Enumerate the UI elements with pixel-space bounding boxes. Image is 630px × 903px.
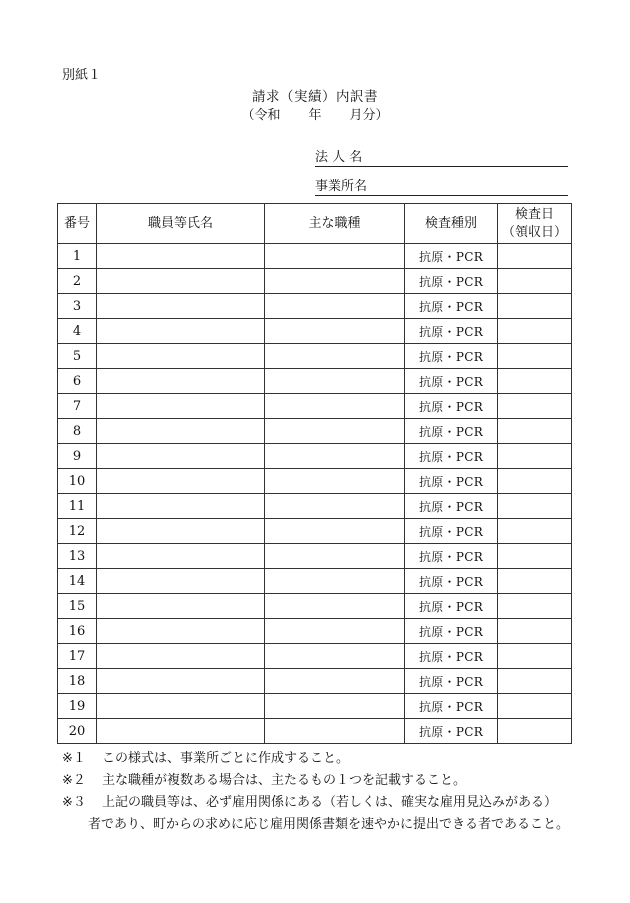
test-date-cell[interactable] [498,669,572,694]
test-type-cell[interactable]: 抗原・PCR [405,669,498,694]
row-number: 10 [58,469,97,494]
occupation-cell[interactable] [265,344,405,369]
occupation-cell[interactable] [265,469,405,494]
header-test-date [498,204,572,244]
row-number: 16 [58,619,97,644]
test-date-cell[interactable] [498,269,572,294]
staff-name-cell[interactable] [97,469,265,494]
note-mark: ※３ [62,795,86,810]
row-number: 14 [58,569,97,594]
occupation-cell[interactable] [265,694,405,719]
occupation-cell[interactable] [265,244,405,269]
table-row [58,319,572,344]
staff-name-cell[interactable] [97,644,265,669]
test-type-cell[interactable]: 抗原・PCR [405,519,498,544]
row-number: 7 [58,394,97,419]
test-type-cell[interactable]: 抗原・PCR [405,719,498,744]
header-number: 番号 [58,204,97,244]
row-number: 3 [58,294,97,319]
table-row [58,719,572,744]
note-2 [62,770,582,792]
row-number: 17 [58,644,97,669]
header-staff-name: 職員等氏名 [97,204,265,244]
table-row [58,419,572,444]
staff-name-cell[interactable] [97,344,265,369]
table-row [58,519,572,544]
staff-name-cell[interactable] [97,494,265,519]
staff-name-cell[interactable] [97,319,265,344]
table-row [58,694,572,719]
row-number: 2 [58,269,97,294]
row-number: 1 [58,244,97,269]
test-date-cell[interactable] [498,719,572,744]
test-type-cell[interactable]: 抗原・PCR [405,344,498,369]
row-number: 8 [58,419,97,444]
test-type-cell[interactable]: 抗原・PCR [405,369,498,394]
table-row [58,269,572,294]
table-row [58,369,572,394]
table-row [58,494,572,519]
attachment-label: 別紙１ [62,68,102,83]
table-row [58,669,572,694]
occupation-cell[interactable] [265,269,405,294]
occupation-cell[interactable] [265,294,405,319]
test-type-cell[interactable]: 抗原・PCR [405,319,498,344]
row-number: 11 [58,494,97,519]
staff-name-cell[interactable] [97,719,265,744]
test-type-cell[interactable]: 抗原・PCR [405,394,498,419]
header-occupation: 主な職種 [265,204,405,244]
occupation-cell[interactable] [265,394,405,419]
test-type-cell[interactable]: 抗原・PCR [405,269,498,294]
period-month-unit: 月分） [349,108,389,123]
test-date-cell[interactable] [498,594,572,619]
table-row [58,444,572,469]
row-number: 15 [58,594,97,619]
test-date-cell[interactable] [498,544,572,569]
test-date-cell[interactable] [498,494,572,519]
staff-name-cell[interactable] [97,244,265,269]
table-row [58,344,572,369]
row-number: 13 [58,544,97,569]
table-row [58,394,572,419]
staff-name-cell[interactable] [97,269,265,294]
table-row [58,469,572,494]
header-test-date-line1: 検査日 [514,206,554,222]
test-type-cell[interactable]: 抗原・PCR [405,444,498,469]
test-type-cell[interactable]: 抗原・PCR [405,544,498,569]
row-number: 4 [58,319,97,344]
occupation-cell[interactable] [265,594,405,619]
staff-name-cell[interactable] [97,694,265,719]
period-year-unit: 年 [308,108,322,123]
note-text: 主な職種が複数ある場合は、主たるもの１つを記載すること。 [102,773,467,788]
table-row [58,644,572,669]
occupation-cell[interactable] [265,569,405,594]
staff-name-cell[interactable] [97,419,265,444]
staff-test-table [57,203,572,744]
test-date-cell[interactable] [498,394,572,419]
test-type-cell[interactable]: 抗原・PCR [405,644,498,669]
test-date-cell[interactable] [498,519,572,544]
note-3 [62,792,582,836]
corporation-name-field[interactable] [315,148,568,167]
corporation-name-label: 法 人 名 [315,150,363,165]
test-type-cell[interactable]: 抗原・PCR [405,494,498,519]
occupation-cell[interactable] [265,444,405,469]
occupation-cell[interactable] [265,319,405,344]
occupation-cell[interactable] [265,419,405,444]
occupation-cell[interactable] [265,669,405,694]
document-title: 請求（実績）内訳書 [252,89,378,105]
occupation-cell[interactable] [265,519,405,544]
test-date-cell[interactable] [498,344,572,369]
test-type-cell[interactable]: 抗原・PCR [405,619,498,644]
row-number: 19 [58,694,97,719]
staff-name-cell[interactable] [97,594,265,619]
note-text: 上記の職員等は、必ず雇用関係にある（若しくは、確実な雇用見込みがある） [102,795,558,810]
note-1 [62,748,582,770]
table-row [58,619,572,644]
note-mark: ※１ [62,751,86,766]
row-number: 5 [58,344,97,369]
note-text: この様式は、事業所ごとに作成すること。 [102,751,350,766]
test-type-cell[interactable]: 抗原・PCR [405,244,498,269]
table-header-row [58,204,572,244]
header-test-date-line2: （領収日） [501,224,567,240]
staff-name-cell[interactable] [97,394,265,419]
occupation-cell[interactable] [265,619,405,644]
table-row [58,244,572,269]
staff-name-cell[interactable] [97,544,265,569]
occupation-cell[interactable] [265,494,405,519]
staff-name-cell[interactable] [97,669,265,694]
notes-section [62,748,582,836]
test-date-cell[interactable] [498,319,572,344]
test-date-cell[interactable] [498,419,572,444]
test-type-cell[interactable]: 抗原・PCR [405,594,498,619]
row-number: 6 [58,369,97,394]
staff-name-cell[interactable] [97,444,265,469]
occupation-cell[interactable] [265,369,405,394]
note-text-continued: 者であり、町からの求めに応じ雇用関係書類を速やかに提出できる者であること。 [88,817,570,832]
staff-name-cell[interactable] [97,569,265,594]
test-date-cell[interactable] [498,469,572,494]
test-type-cell[interactable]: 抗原・PCR [405,469,498,494]
office-name-label: 事業所名 [315,179,368,194]
occupation-cell[interactable] [265,644,405,669]
note-mark: ※２ [62,773,86,788]
row-number: 12 [58,519,97,544]
staff-name-cell[interactable] [97,294,265,319]
test-date-cell[interactable] [498,244,572,269]
row-number: 9 [58,444,97,469]
test-date-cell[interactable] [498,644,572,669]
staff-name-cell[interactable] [97,619,265,644]
test-type-cell[interactable]: 抗原・PCR [405,419,498,444]
test-date-cell[interactable] [498,444,572,469]
staff-name-cell[interactable] [97,519,265,544]
table-row [58,569,572,594]
row-number: 20 [58,719,97,744]
test-type-cell[interactable]: 抗原・PCR [405,694,498,719]
test-date-cell[interactable] [498,694,572,719]
period-era: （令和 [241,108,281,123]
billing-period [0,104,630,123]
staff-name-cell[interactable] [97,369,265,394]
row-number: 18 [58,669,97,694]
office-name-field[interactable] [315,177,568,196]
test-type-cell[interactable]: 抗原・PCR [405,569,498,594]
test-date-cell[interactable] [498,369,572,394]
table-row [58,544,572,569]
occupation-cell[interactable] [265,544,405,569]
occupation-cell[interactable] [265,719,405,744]
header-test-type: 検査種別 [405,204,498,244]
test-type-cell[interactable]: 抗原・PCR [405,294,498,319]
test-date-cell[interactable] [498,294,572,319]
table-row [58,294,572,319]
test-date-cell[interactable] [498,569,572,594]
table-row [58,594,572,619]
test-date-cell[interactable] [498,619,572,644]
